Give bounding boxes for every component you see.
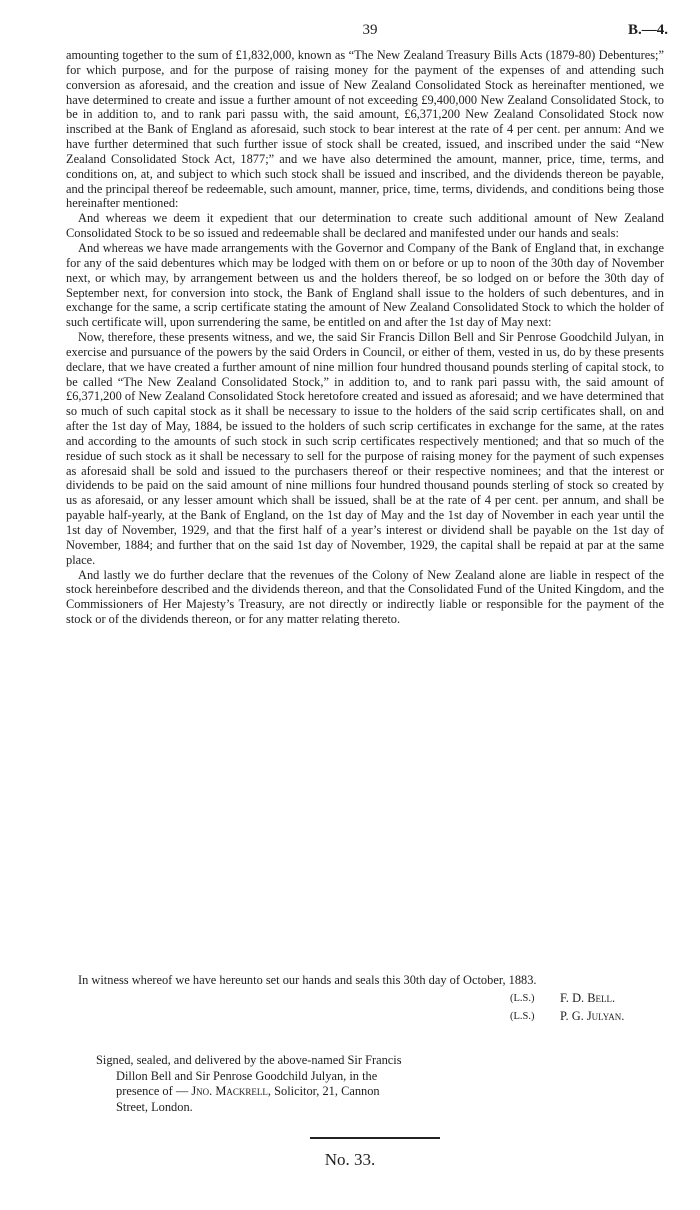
page-number: 39 [362,22,378,38]
attestation-line: Dillon Bell and Sir Penrose Goodchild Julyan, in the [116,1068,378,1083]
document-reference: B.—4. [627,22,668,38]
witness-line: In witness whereof we have hereunto set our hands and seals this 30th day of October, 1883. [78,973,537,987]
attestation-line: presence of — Jno. Mackrell, Solicitor, 21, Cannon [116,1084,380,1099]
seal-mark: (L.S.) [510,993,535,1004]
letter-number: No. 33. [324,1150,376,1169]
witness-name: Jno. Mackrell, [191,1084,271,1099]
attestation-line: Signed, sealed, and delivered by the above-named Sir Francis [96,1053,402,1067]
paragraph: Now, therefore, these presents witness, and we, the said Sir Francis Dillon Bell and Sir Penrose Goodchild Julyan, in exercise and pursuance of the powers by the said Orders in Council, or either of them, vested in us, do by these presents declare, that we have created a further amount of nine million four hundred thousand pounds sterling of capital stock, to be called “The New Zealand Consolidated Stock,” in addition to, and to rank pari passu with, the said amount of £6,371,200 of New Zealand Consolidated Stock heretofore created and issued as aforesaid; and we have determined that so much of such capital stock as it shall be necessary to issue to the holders of the said scrip certificates shall, on and after the 1st day of May, 1884, be issued to the holders of such scrip certificates in exchange for the same, at the rates and according to the amounts of such stock in such scrip certificates respectively mentioned; and that so much of the residue of such stock as it shall be necessary to sell for the purpose of raising money for the payment of such expenses as aforesaid shall be sold and issued to the purchasers thereof or their respective nominees; and that the interest or dividends to be paid on the said amount of nine millions four hundred thousand pounds sterling of stock so created by us as aforesaid, or any lesser amount which shall be issued, shall be at the rate of 4 per cent. per annum, and shall be payable half-yearly, at the Bank of England, on the 1st day of May and the 1st day of November in each year until the 1st day of November, 1929, and that the first half of a year’s interest or dividend shall be payable on the 1st day of November, 1884; and further that on the said 1st day of November, 1929, the capital shall be repaid at par at the same place. [66,330,664,567]
attestation-block [96,1053,452,1115]
signature-julyan: P. G. Julyan. [560,1009,625,1023]
paragraph: amounting together to the sum of £1,832,000, known as “The New Zealand Treasury Bills Acts (1879-80) Debentures;” for which purpose, and for the purpose of raising money for the payment of the expenses of and attending such conversion as aforesaid, and the creation and issue of New Zealand Consolidated Stock as hereinafter mentioned, we have determined to create and issue a further amount of not exceeding £9,400,000 New Zealand Consolidated Stock, to be in addition to, and to rank pari passu with, the said amount, £6,371,200 New Zealand Consolidated Stock now inscribed at the Bank of England as aforesaid, such stock to bear interest at the rate of 4 per cent. per annum: And we have further determined that such further issue of stock shall be created, issued, and inscribed under the said “New Zealand Consolidated Stock Act, 1877;” and we have also determined the amount, manner, price, time, terms, and conditions on, at, and subject to which such stock shall be issued and inscribed, and the dividends thereon be payable, and the principal thereof be redeemable, such amount, manner, price, time, terms, dividends, and conditions being those hereinafter mentioned: [66,48,664,211]
body-text [66,48,664,627]
signature-bell: F. D. Bell. [560,991,616,1005]
seal-mark: (L.S.) [510,1011,535,1022]
attestation-line: Street, London. [116,1099,193,1114]
paragraph: And whereas we deem it expedient that our determination to create such additional amount of New Zealand Consolidated Stock to be so issued and redeemable shall be declared and manifested under our hands and seals: [66,211,664,241]
section-divider [310,1137,440,1139]
paragraph: And whereas we have made arrangements with the Governor and Company of the Bank of England that, in exchange for any of the said debentures which may be lodged with them on or before or up to noon of the 30th day of November next, or which may, by arrangement between us and the holders thereof, be so lodged on or before the 30th day of September next, for conversion into stock, the Bank of England shall issue to the holders of such debentures, and in exchange for the same, a scrip certificate stating the amount of New Zealand Consolidated Stock to which the holder of such certificate will, upon surrendering the same, be entitled on and after the 1st day of May next: [66,240,664,330]
paragraph: And lastly we do further declare that the revenues of the Colony of New Zealand alone are liable in respect of the stock hereinbefore described and the dividends thereon, and that the Consolidated Fund of the United Kingdom, and the Commissioners of Her Majesty’s Treasury, are not directly or indirectly liable or responsible for the payment of the stock or of the dividends thereon, or for any matter relating thereto. [66,567,664,627]
